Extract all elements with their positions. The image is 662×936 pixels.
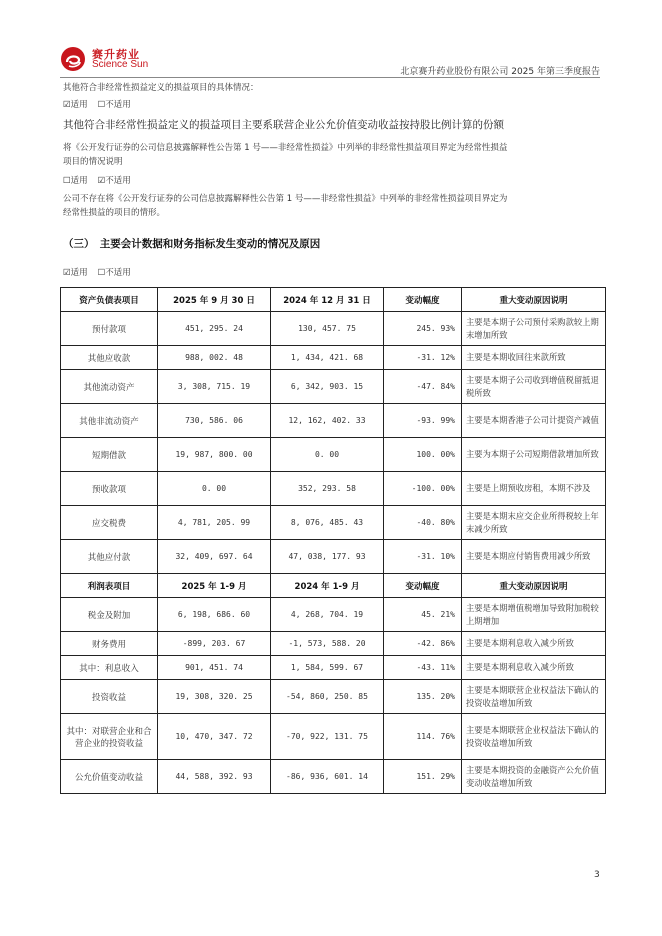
intro-line-3b: 项目的情况说明: [63, 157, 123, 167]
row-label: 其他非流动资产: [61, 404, 158, 438]
intro-line-4b: 经常性损益的项目的情形。: [63, 208, 166, 218]
applicable-checked: ☑适用: [63, 268, 88, 278]
current-value: 44, 588, 392. 93: [158, 760, 271, 794]
change-rate: 114. 76%: [384, 714, 462, 760]
intro-line-2: 其他符合非经常性损益定义的损益项目主要系联营企业公允价值变动收益按持股比例计算的份额: [63, 119, 504, 131]
table-row: [61, 632, 606, 656]
change-rate: 100. 00%: [384, 438, 462, 472]
change-rate: -93. 99%: [384, 404, 462, 438]
table-header-row: [61, 288, 606, 312]
change-reason: 主要是本期末应交企业所得税较上年末减少所致: [462, 506, 606, 540]
table-body: [61, 288, 606, 794]
prior-value: 4, 268, 704. 19: [271, 598, 384, 632]
row-label: 应交税费: [61, 506, 158, 540]
table-row: [61, 540, 606, 574]
current-value: 32, 409, 697. 64: [158, 540, 271, 574]
row-label: 财务费用: [61, 632, 158, 656]
change-reason: 主要是本期联营企业权益法下确认的投资收益增加所致: [462, 680, 606, 714]
current-value: 19, 308, 320. 25: [158, 680, 271, 714]
current-value: 901, 451. 74: [158, 656, 271, 680]
prior-value: 12, 162, 402. 33: [271, 404, 384, 438]
applicable-unchecked: ☐适用: [63, 176, 88, 186]
change-reason: 主要是本期增值税增加导致附加税较上期增加: [462, 598, 606, 632]
current-value: 988, 002. 48: [158, 346, 271, 370]
table-row: [61, 656, 606, 680]
not-applicable-unchecked: ☐不适用: [97, 100, 131, 110]
company-logo-icon: [60, 46, 86, 72]
prior-value: 47, 038, 177. 93: [271, 540, 384, 574]
financial-change-table: [60, 287, 606, 794]
change-rate: 45. 21%: [384, 598, 462, 632]
current-value: 19, 987, 800. 00: [158, 438, 271, 472]
section-heading: （三） 主要会计数据和财务指标发生变动的情况及原因: [63, 238, 321, 250]
change-rate: 151. 29%: [384, 760, 462, 794]
table-row: [61, 472, 606, 506]
current-value: 3, 308, 715. 19: [158, 370, 271, 404]
row-label: 其中：利息收入: [61, 656, 158, 680]
prior-value: 8, 076, 485. 43: [271, 506, 384, 540]
current-value: 730, 586. 06: [158, 404, 271, 438]
row-label: 税金及附加: [61, 598, 158, 632]
change-rate: -31. 12%: [384, 346, 462, 370]
change-reason: 主要是上期预收房租，本期不涉及: [462, 472, 606, 506]
table-row: [61, 598, 606, 632]
change-reason: 主要是本期收回往来款所致: [462, 346, 606, 370]
company-logo: [60, 44, 190, 74]
change-reason: 主要是本期利息收入减少所致: [462, 656, 606, 680]
change-rate: -31. 10%: [384, 540, 462, 574]
table-row: [61, 506, 606, 540]
prior-value: 1, 584, 599. 67: [271, 656, 384, 680]
change-reason: 主要是本期子公司预付采购款较上期末增加所致: [462, 312, 606, 346]
table-row: [61, 438, 606, 472]
column-header: 2025 年 9 月 30 日: [158, 288, 271, 312]
change-rate: -43. 11%: [384, 656, 462, 680]
applicable-checked: ☑适用: [63, 100, 88, 110]
change-reason: 主要是本期投资的金融资产公允价值变动收益增加所致: [462, 760, 606, 794]
table-row: [61, 404, 606, 438]
row-label: 公允价值变动收益: [61, 760, 158, 794]
column-header: 利润表项目: [61, 574, 158, 598]
row-label: 预收款项: [61, 472, 158, 506]
not-applicable-unchecked: ☐不适用: [97, 268, 131, 278]
logo-cn-text: 赛升药业: [92, 48, 140, 61]
report-title: 北京赛升药业股份有限公司 2025 年第三季度报告: [400, 67, 600, 77]
intro-line-1: 其他符合非经常性损益定义的损益项目的具体情况：: [63, 83, 259, 93]
column-header: 变动幅度: [384, 288, 462, 312]
column-header: 重大变动原因说明: [462, 574, 606, 598]
row-label: 短期借款: [61, 438, 158, 472]
column-header: 资产负债表项目: [61, 288, 158, 312]
row-label: 其他流动资产: [61, 370, 158, 404]
table-row: [61, 312, 606, 346]
change-rate: 245. 93%: [384, 312, 462, 346]
prior-value: -54, 860, 250. 85: [271, 680, 384, 714]
applicability-row-2: [63, 174, 141, 188]
page-header: [60, 44, 600, 76]
current-value: 451, 295. 24: [158, 312, 271, 346]
column-header: 2025 年 1-9 月: [158, 574, 271, 598]
prior-value: 130, 457. 75: [271, 312, 384, 346]
intro-line-3a: 将《公开发行证券的公司信息披露解释性公告第 1 号——非经常性损益》中列举的非经常性损益项目界定为经常性损益: [63, 143, 508, 153]
prior-value: 0. 00: [271, 438, 384, 472]
column-header: 2024 年 12 月 31 日: [271, 288, 384, 312]
prior-value: -1, 573, 588. 20: [271, 632, 384, 656]
table-row: [61, 760, 606, 794]
current-value: -899, 203. 67: [158, 632, 271, 656]
change-reason: 主要是本期子公司收到增值税留抵退税所致: [462, 370, 606, 404]
current-value: 6, 198, 686. 60: [158, 598, 271, 632]
table-row: [61, 346, 606, 370]
not-applicable-checked: ☑不适用: [97, 176, 131, 186]
table-row: [61, 370, 606, 404]
column-header: 变动幅度: [384, 574, 462, 598]
applicability-row-3: [63, 266, 141, 280]
change-rate: -40. 80%: [384, 506, 462, 540]
change-reason: 主要是本期应付销售费用减少所致: [462, 540, 606, 574]
row-label: 其他应收款: [61, 346, 158, 370]
change-reason: 主要为本期子公司短期借款增加所致: [462, 438, 606, 472]
table-row: [61, 680, 606, 714]
table-row: [61, 714, 606, 760]
row-label: 投资收益: [61, 680, 158, 714]
current-value: 10, 470, 347. 72: [158, 714, 271, 760]
change-rate: -42. 86%: [384, 632, 462, 656]
column-header: 重大变动原因说明: [462, 288, 606, 312]
prior-value: 6, 342, 903. 15: [271, 370, 384, 404]
row-label: 其中：对联营企业和合营企业的投资收益: [61, 714, 158, 760]
current-value: 0. 00: [158, 472, 271, 506]
row-label: 其他应付款: [61, 540, 158, 574]
change-reason: 主要是本期香港子公司计提资产减值: [462, 404, 606, 438]
table-header-row: [61, 574, 606, 598]
change-rate: -100. 00%: [384, 472, 462, 506]
prior-value: 1, 434, 421. 68: [271, 346, 384, 370]
change-rate: 135. 20%: [384, 680, 462, 714]
change-reason: 主要是本期联营企业权益法下确认的投资收益增加所致: [462, 714, 606, 760]
row-label: 预付款项: [61, 312, 158, 346]
page-number: 3: [594, 870, 600, 880]
column-header: 2024 年 1-9 月: [271, 574, 384, 598]
logo-en-text: Science Sun: [92, 59, 149, 70]
change-reason: 主要是本期利息收入减少所致: [462, 632, 606, 656]
prior-value: 352, 293. 58: [271, 472, 384, 506]
intro-line-4a: 公司不存在将《公开发行证券的公司信息披露解释性公告第 1 号——非经常性损益》中列举的非经常性损益项目界定为: [63, 194, 508, 204]
prior-value: -70, 922, 131. 75: [271, 714, 384, 760]
prior-value: -86, 936, 601. 14: [271, 760, 384, 794]
header-divider: [60, 77, 600, 78]
current-value: 4, 781, 205. 99: [158, 506, 271, 540]
change-rate: -47. 84%: [384, 370, 462, 404]
applicability-row-1: [63, 98, 141, 112]
